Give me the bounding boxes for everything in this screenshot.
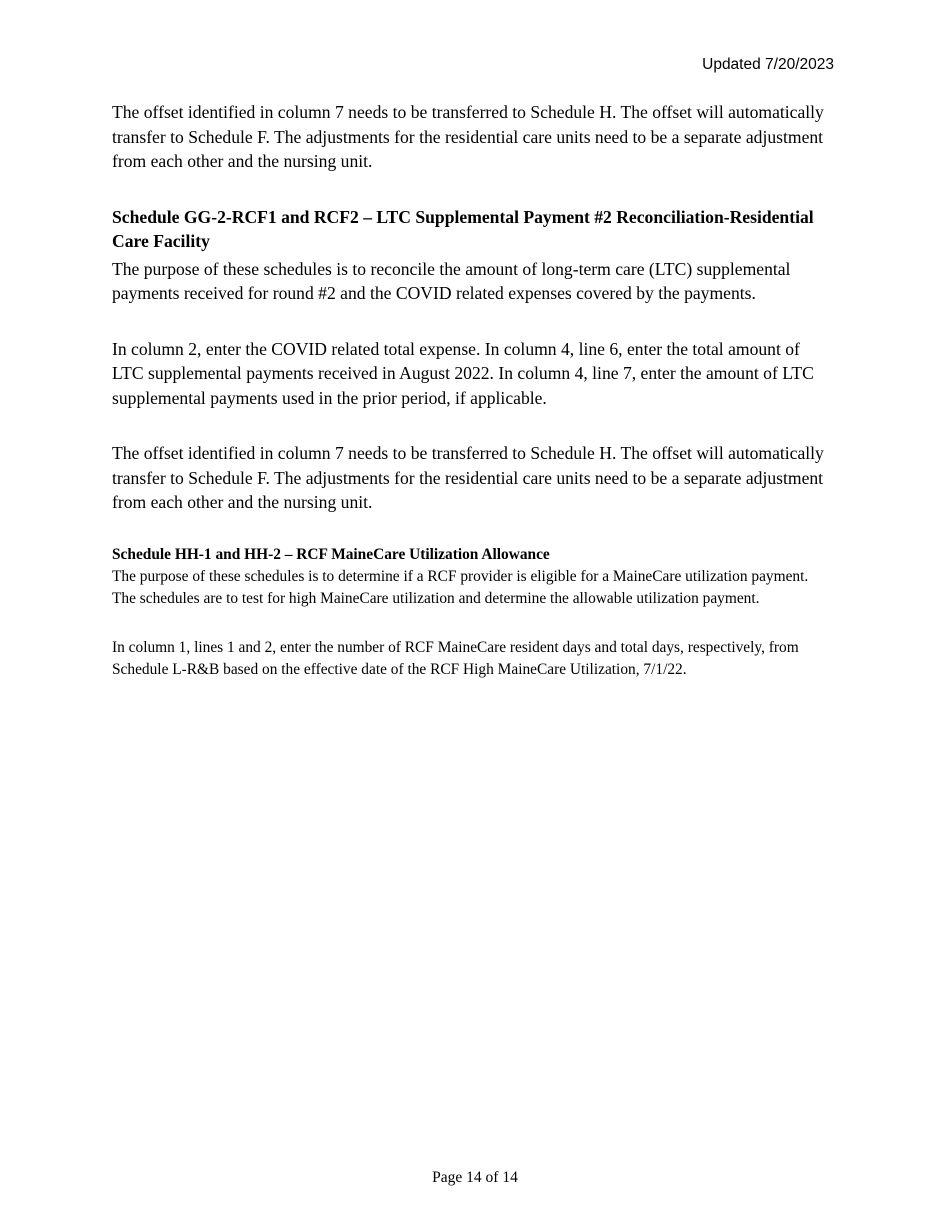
paragraph-hh-purpose: The purpose of these schedules is to determine if a RCF provider is eligible for a MaineCare utilization payment. The schedules are to test for high MaineCare utilization and determine the allowable utilization payment. [112, 567, 809, 607]
paragraph-hh-columns: In column 1, lines 1 and 2, enter the number of RCF MaineCare resident days and total days, respectively, from Schedule L-R&B based on the effective date of the RCF High MaineCare Utilization, 7/1/22. [112, 638, 799, 678]
page-number: Page 14 of 14 [432, 1169, 518, 1186]
document-body [112, 100, 834, 682]
paragraph-gg-purpose: The purpose of these schedules is to reconcile the amount of long-term care (LTC) supplemental payments received for round #2 and the COVID related expenses covered by the payments. [112, 258, 791, 303]
section-heading-hh: Schedule HH-1 and HH-2 – RCF MaineCare Utilization Allowance [112, 545, 550, 563]
paragraph-offset-transfer: The offset identified in column 7 needs to be transferred to Schedule H. The offset will automatically transfer to Schedule F. The adjustments for the residential care units need to be a separate adjustment from each other and the nursing unit. [112, 102, 824, 171]
paragraph-gg-offset: The offset identified in column 7 needs to be transferred to Schedule H. The offset will automatically transfer to Schedule F. The adjustments for the residential care units need to be a separate adjustment from each other and the nursing unit. [112, 443, 824, 512]
section-heading-gg2-rcf: Schedule GG-2-RCF1 and RCF2 – LTC Supplemental Payment #2 Reconciliation-Residential Care Facility [112, 206, 814, 251]
updated-date: Updated 7/20/2023 [702, 56, 834, 73]
paragraph-gg-columns: In column 2, enter the COVID related total expense. In column 4, line 6, enter the total amount of LTC supplemental payments received in August 2022. In column 4, line 7, enter the amount of LTC supplemental payments used in the prior period, if applicable. [112, 338, 814, 408]
